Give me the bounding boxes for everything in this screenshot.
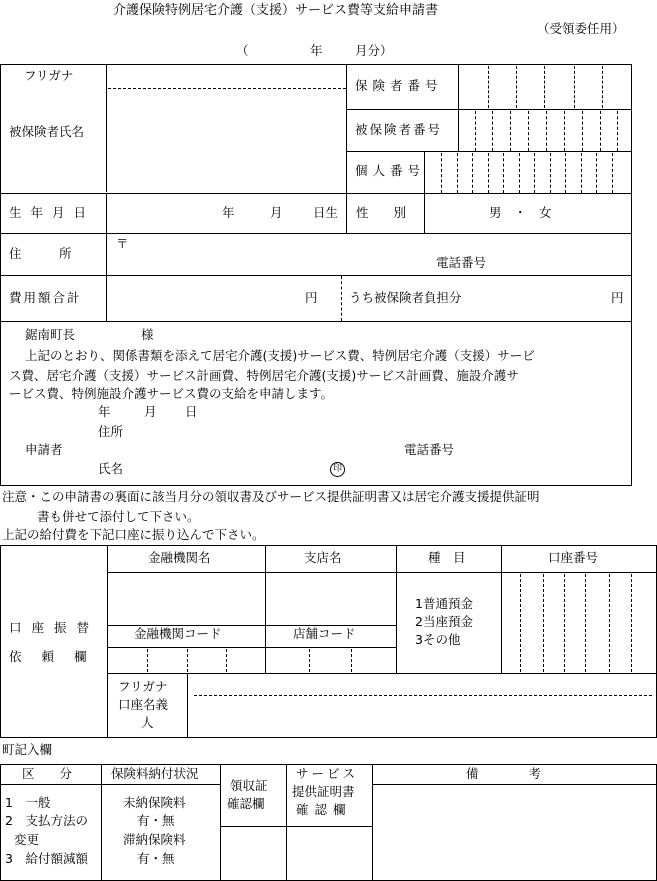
insured-number-field[interactable] [460,111,630,151]
burden-label: うち被保険者負担分 [349,290,462,305]
account-holder-furigana-field[interactable] [189,675,655,694]
declaration-day: 日 [185,404,198,419]
insured-name-field[interactable] [108,90,344,192]
branch-name-field[interactable] [267,574,395,624]
applicant-label: 申請者 [25,442,63,457]
postal-mark: 〒 [116,236,129,251]
applicant-name-field[interactable] [130,460,325,478]
bank-name-label: 金融機関名 [148,550,211,565]
service-proof-check-field[interactable] [288,828,371,880]
account-type-option-3: 3その他 [415,632,461,647]
col-receipt-1: 領収証 [230,778,268,793]
account-type-option-1: 1普通預金 [415,596,473,611]
receipt-check-field[interactable] [222,828,285,880]
note-line-2: 書も併せて添付して下さい。 [37,509,200,524]
seal-icon: 印 [330,462,345,477]
form-subtitle: （受領委任用） [537,21,625,36]
account-number-field[interactable] [503,574,655,672]
overdue-value: 有・無 [137,851,175,866]
account-holder-name-field[interactable] [189,697,655,737]
col-service-1: サービス [296,766,359,781]
insured-name-label: 被保険者氏名 [9,124,85,139]
declaration-line-2: ス費、居宅介護（支援）サービス計画費、特例居宅介護(支援)サービス計画費、施設介護サ [9,368,519,383]
declaration-year: 年 [98,404,111,419]
birth-year-label: 年 [222,205,235,220]
category-2b: 変更 [14,832,40,847]
declaration-month: 月 [144,404,157,419]
account-number-label: 口座番号 [548,550,599,565]
cost-total-label: 費用額合計 [9,290,82,305]
applicant-phone-label: 電話番号 [404,442,455,457]
remarks-field[interactable] [374,786,655,880]
category-2a: 2 支払方法の [5,813,88,828]
insurer-number-field[interactable] [460,66,630,108]
bank-code-label: 金融機関コード [134,626,222,641]
col-service-2: 提供証明書 [292,784,355,799]
note-line-1: 注意・この申請書の裏面に該当月分の領収書及びサービス提供証明書又は居宅介護支援提供証明 [2,489,540,504]
seal-mark [330,461,345,477]
declaration-line-1: 上記のとおり、関係書類を添えて居宅介護(支援)サービス費、特例居宅介護（支援）サービ [25,348,535,363]
transfer-note: 上記の給付費を下記口座に振り込んで下さい。 [2,527,265,542]
unpaid-value: 有・無 [137,813,175,828]
birth-month-label: 月 [270,205,283,220]
branch-name-label: 支店名 [304,550,342,565]
applicant-name-label: 氏名 [98,461,124,476]
insurer-number-label: 保険者番号 [355,78,443,93]
furigana-field[interactable] [108,66,344,87]
birthdate-label: 生年月日 [9,205,96,220]
branch-code-label: 店舗コード [293,626,356,641]
phone-label: 電話番号 [436,255,487,270]
bank-name-field[interactable] [109,574,264,624]
town-section-title: 町記入欄 [2,742,53,757]
period-year-label: 年 [310,43,323,58]
col-payment-status: 保険料納付状況 [111,766,199,781]
applicant-address-field[interactable] [130,423,620,441]
col-service-3: 確認欄 [296,802,352,817]
branch-code-field[interactable] [267,649,395,672]
holder-label-2: 人 [141,715,154,730]
address-label: 住 所 [9,246,72,261]
category-3: 3 給付額減額 [5,851,88,866]
overdue-label: 滞納保険料 [123,832,186,847]
unpaid-label: 未納保険料 [123,795,186,810]
burden-yen-unit: 円 [611,290,624,305]
birth-day-label: 日生 [313,205,339,220]
col-category: 区 分 [22,766,73,781]
addressee-honorific: 様 [141,327,154,342]
furigana-label: フリガナ [24,68,74,83]
personal-number-label: 個人番号 [355,163,426,178]
category-1: 1 一般 [5,795,51,810]
holder-label-1: 口座名義 [118,697,169,712]
address-field[interactable] [108,235,630,274]
addressee: 鋸南町長 [25,327,76,342]
sex-label: 性 別 [356,205,407,220]
applicant-address-label: 住所 [98,424,124,439]
insured-number-label: 被保険者番号 [355,122,443,137]
period-open: （ [236,43,249,58]
bank-section-label-1: 口座振替 [9,620,100,635]
bank-section-label-2: 依頼欄 [9,649,107,664]
form-title: 介護保険特例居宅介護（支援）サービス費等支給申請書 [113,3,439,18]
personal-number-field[interactable] [426,153,630,193]
bank-code-field[interactable] [109,649,264,672]
period-month-label: 月分） [355,43,393,58]
cost-yen-unit: 円 [305,290,318,305]
account-type-label: 種 目 [428,550,466,565]
col-receipt-2: 確認欄 [227,796,265,811]
declaration-line-3: ービス費、特例施設介護サービス費の支給を申請します。 [9,386,334,401]
account-type-option-2: 2当座預金 [415,614,473,629]
sex-options: 男 ・ 女 [489,205,552,220]
col-remarks: 備 考 [466,766,542,781]
holder-furigana-label: フリガナ [118,679,168,694]
